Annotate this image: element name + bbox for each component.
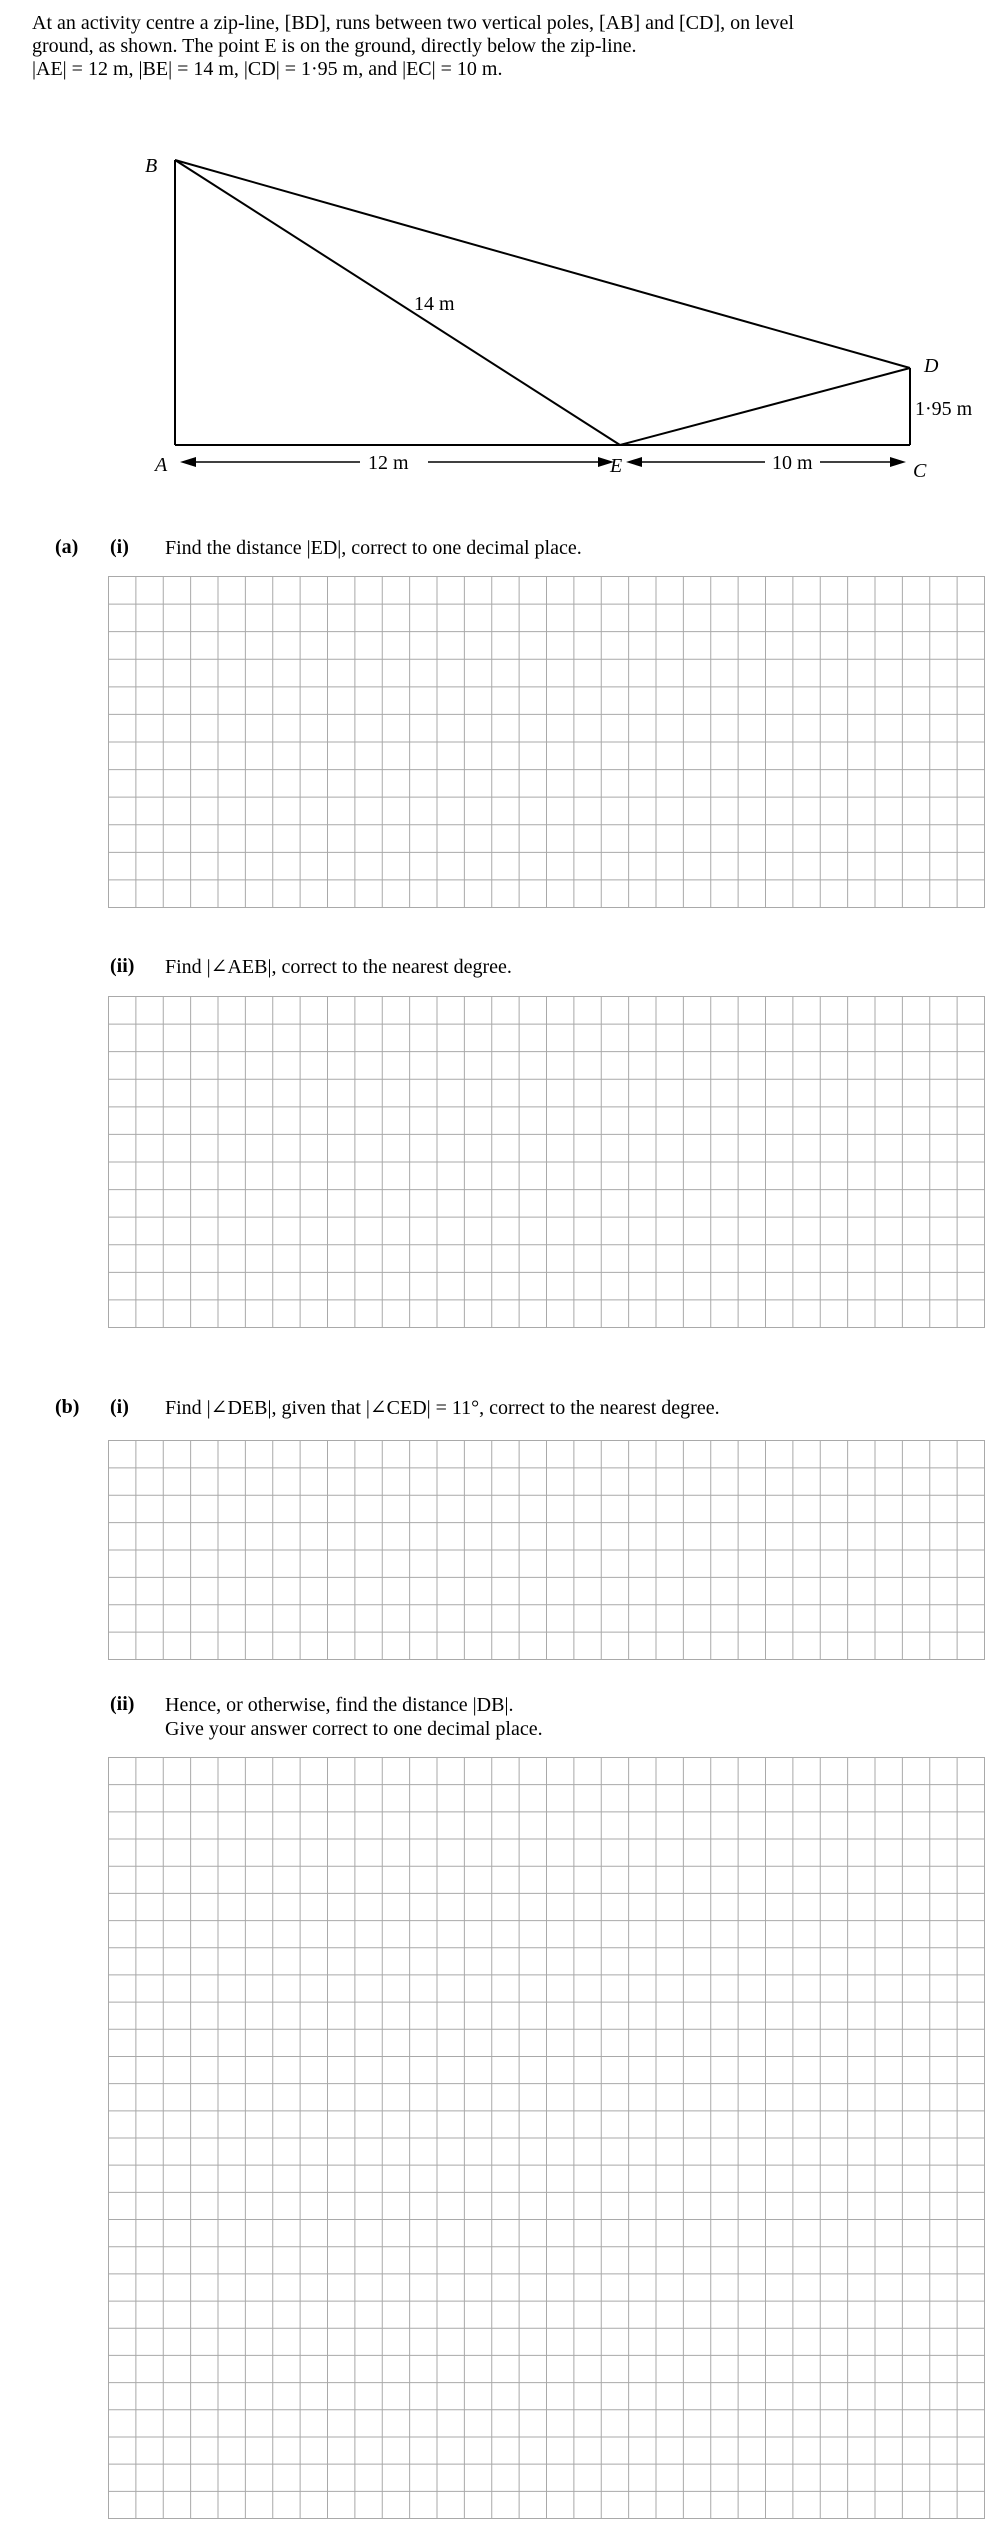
point-label-c: C	[913, 460, 927, 482]
part-b-ii-text-1: Hence, or otherwise, find the distance |DB|.	[165, 1694, 514, 1716]
answer-grid-a-ii[interactable]	[108, 996, 985, 1328]
line-be	[175, 160, 620, 445]
answer-grid-b-i[interactable]	[108, 1440, 985, 1660]
answer-grid-b-ii[interactable]	[108, 1757, 985, 2519]
point-label-a: A	[155, 454, 168, 476]
part-a-i-label: (i)	[110, 536, 129, 558]
part-b-i-text: Find |∠DEB|, given that |∠CED| = 11°, correct to the nearest degree.	[165, 1397, 720, 1419]
arrow-a	[180, 457, 196, 467]
label-ae: 12 m	[368, 452, 409, 474]
point-label-e: E	[610, 455, 623, 477]
part-a-i-text: Find the distance |ED|, correct to one decimal place.	[165, 537, 582, 559]
arrow-e-right	[626, 457, 642, 467]
part-b-i-label: (i)	[110, 1396, 129, 1418]
line-ed	[620, 368, 910, 445]
part-a-ii-text: Find |∠AEB|, correct to the nearest degree.	[165, 956, 512, 978]
zip-line-diagram	[0, 0, 993, 500]
point-label-d: D	[924, 355, 939, 377]
label-cd: 1·95 m	[915, 398, 973, 420]
intro-line-3: |AE| = 12 m, |BE| = 14 m, |CD| = 1·95 m, and |EC| = 10 m.	[32, 58, 503, 80]
intro-line-1: At an activity centre a zip-line, [BD], runs between two vertical poles, [AB] and [CD], on level	[32, 12, 794, 34]
part-a-ii-label: (ii)	[110, 955, 135, 977]
intro-line-2: ground, as shown. The point E is on the ground, directly below the zip-line.	[32, 35, 637, 57]
label-be: 14 m	[414, 293, 455, 315]
part-a-label: (a)	[55, 536, 79, 558]
answer-grid-a-i[interactable]	[108, 576, 985, 908]
part-b-ii-label: (ii)	[110, 1693, 135, 1715]
arrow-c	[890, 457, 906, 467]
point-label-b: B	[145, 155, 158, 177]
label-ec: 10 m	[772, 452, 813, 474]
zip-line-bd	[175, 160, 910, 368]
part-b-ii-text-2: Give your answer correct to one decimal place.	[165, 1718, 543, 1740]
part-b-label: (b)	[55, 1396, 80, 1418]
